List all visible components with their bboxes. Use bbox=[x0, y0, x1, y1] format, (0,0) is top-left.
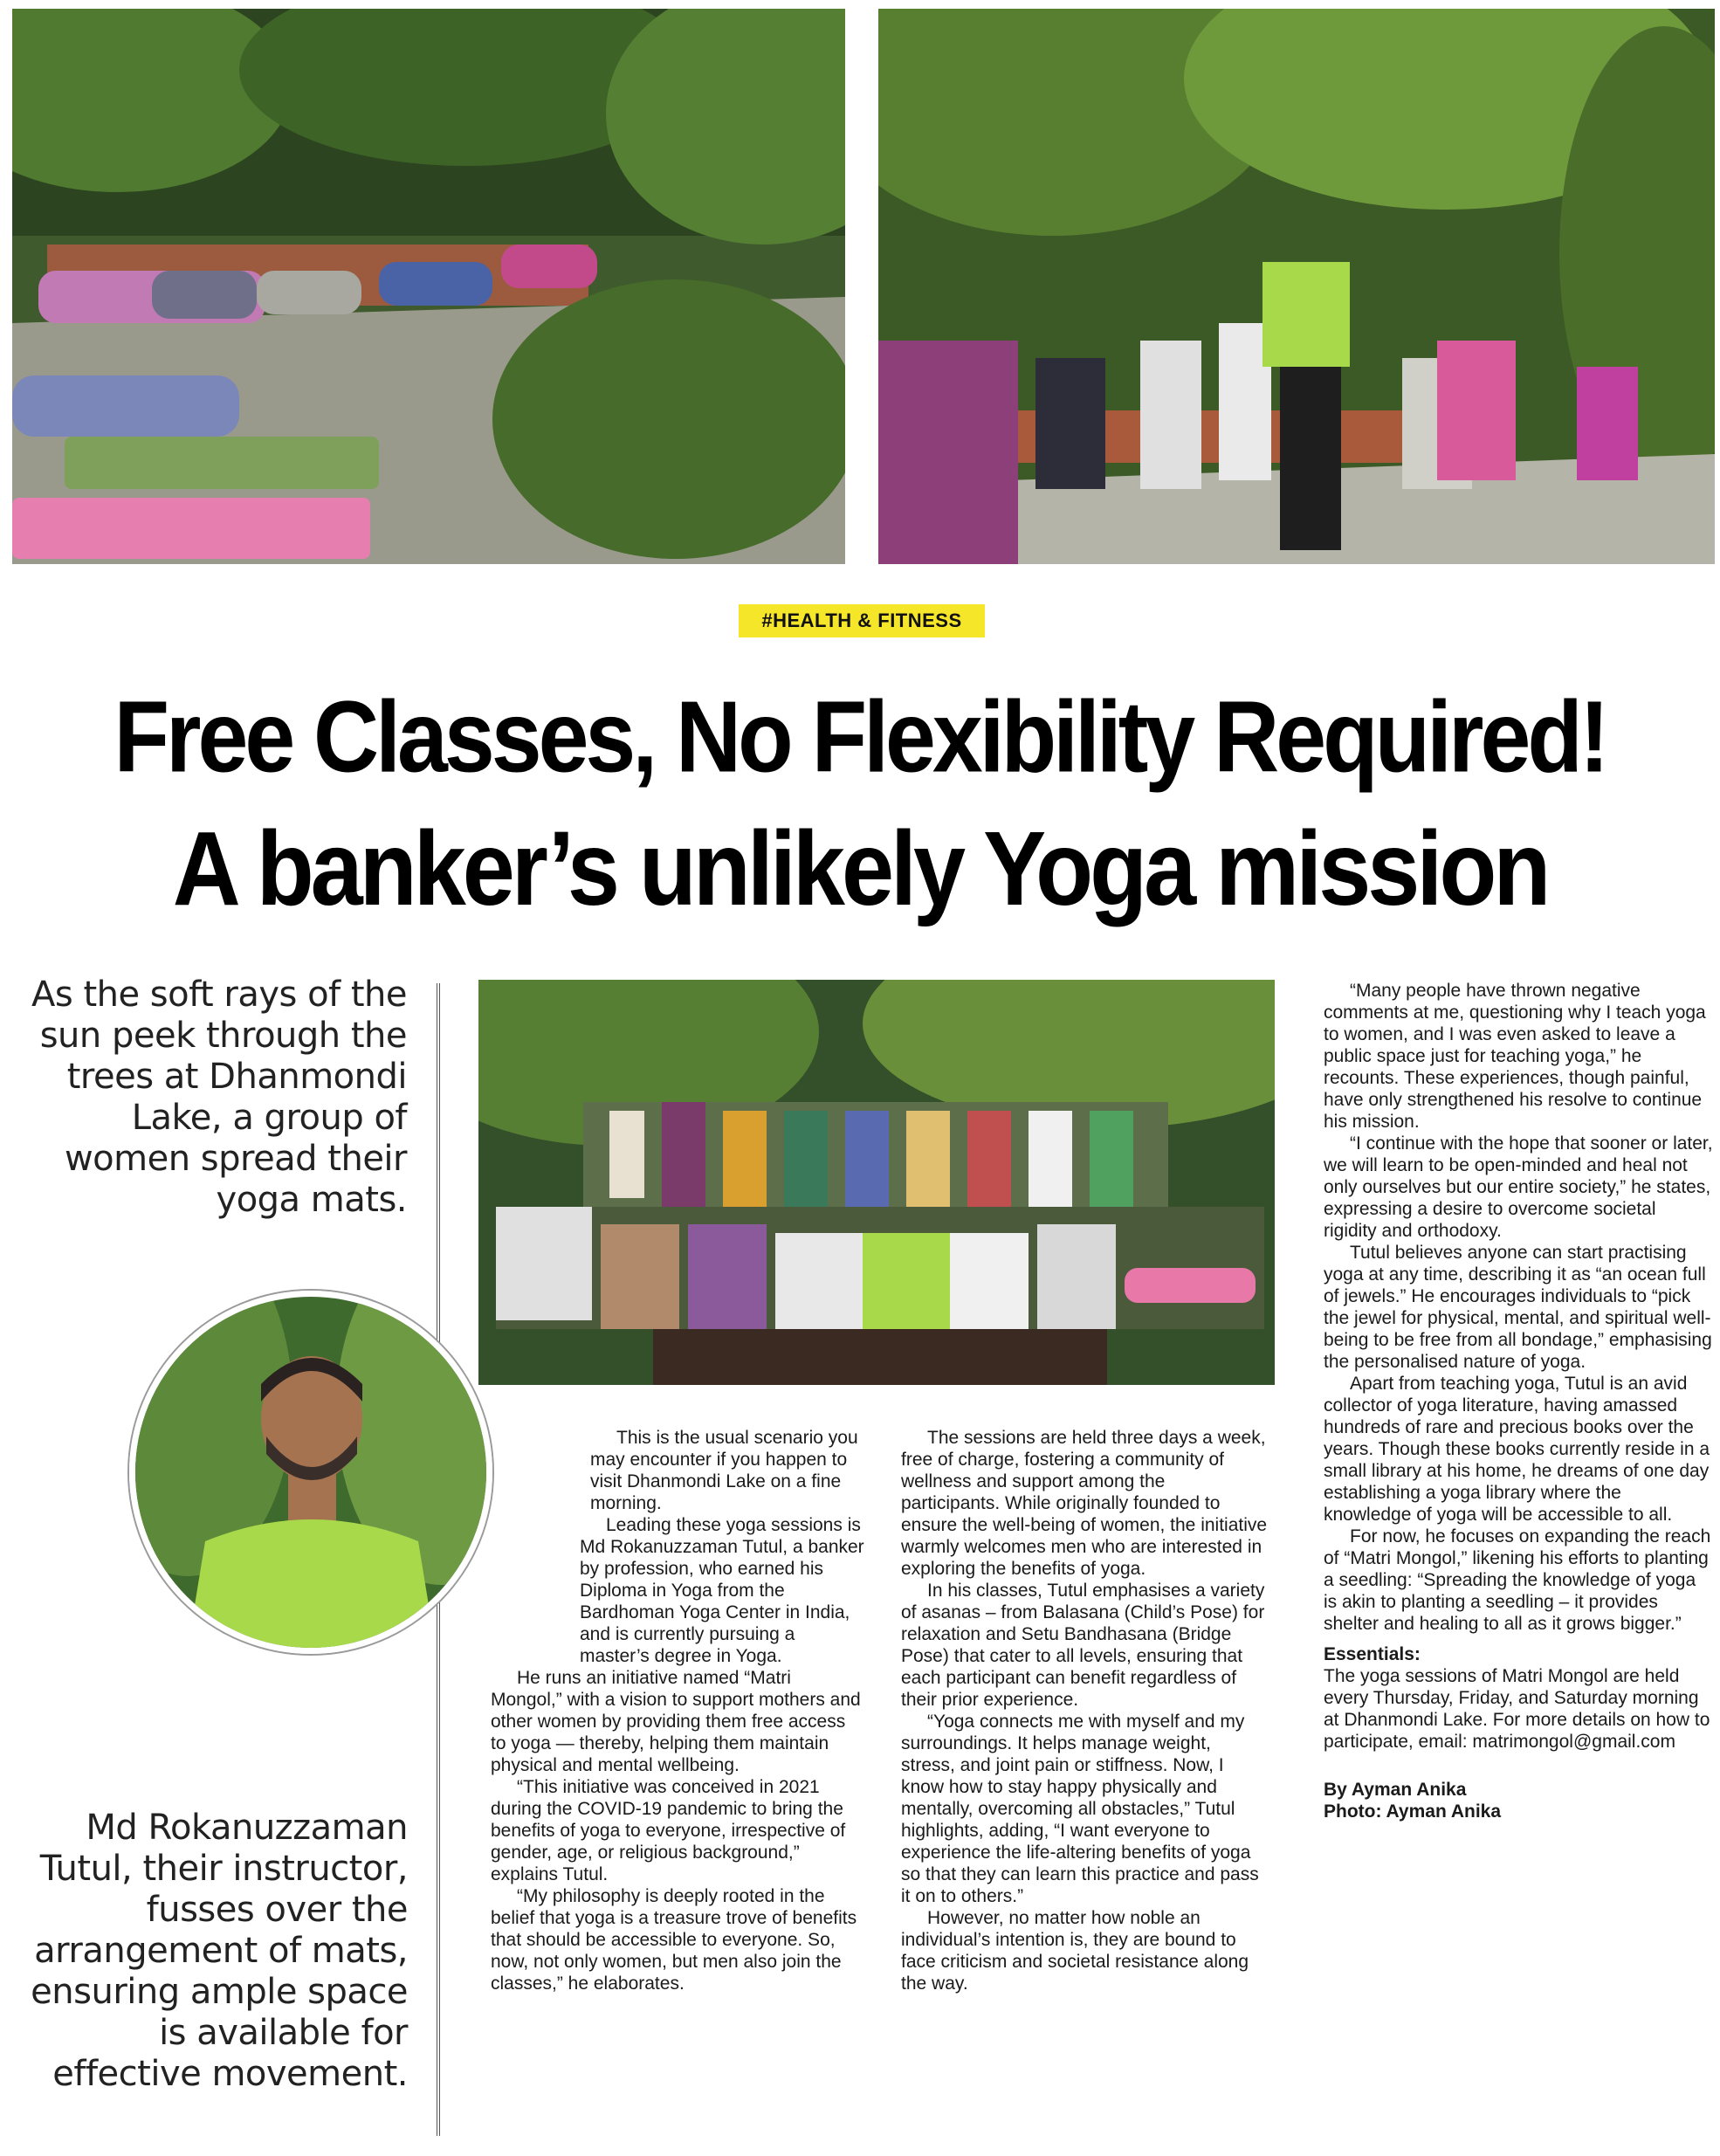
col1-paragraph-3: He runs an initiative named “Matri Mongol,” with a vision to support mothers and other women by providing them free access to yoga — thereby, helping them maintain physical and mental wellbeing. bbox=[491, 1668, 861, 1775]
article-column-1 bbox=[491, 1427, 864, 1994]
photo-group-participants bbox=[478, 980, 1275, 1385]
headline-line-2: A banker’s unlikely Yoga mission bbox=[172, 809, 1548, 927]
photo-instructor-portrait bbox=[129, 1291, 492, 1654]
essentials-heading: Essentials: bbox=[1324, 1644, 1421, 1664]
photo-yoga-childs-pose bbox=[12, 9, 845, 564]
col1-paragraph-2: Leading these yoga sessions is Md Rokanuzzaman Tutul, a banker by profession, who earned his Diploma in Yoga from the Bardhoman Yoga Center in India, and is currently pursuing a master’s degree in Yoga. bbox=[580, 1515, 864, 1666]
col2-paragraph-2: In his classes, Tutul emphasises a variety of asanas – from Balasana (Child’s Pose) for relaxation and Setu Bandhasana (Bridge Pose) that cater to all levels, ensuring that each participant can benefit regardless of their prior experience. bbox=[901, 1581, 1265, 1710]
col3-paragraph-3: Tutul believes anyone can start practising yoga at any time, describing it as “an ocean full of jewels.” He encourages individuals to “pick the jewel for physical, mental, and spiritual well-being to be free from all bondage,” emphasising the personalised nature of yoga. bbox=[1324, 1243, 1712, 1372]
essentials-text: The yoga sessions of Matri Mongol are held every Thursday, Friday, and Saturday morning at Dhanmondi Lake. For more details on how to participate, email: matrimongol@gmail.com bbox=[1324, 1666, 1710, 1752]
photo-credit: Photo: Ayman Anika bbox=[1324, 1801, 1502, 1822]
col1-paragraph-1: This is the usual scenario you may encounter if you happen to visit Dhanmondi Lake on a fine morning. bbox=[590, 1428, 858, 1513]
col3-paragraph-2: “I continue with the hope that sooner or later, we will learn to be open-minded and heal not only ourselves but our entire society,” he states, expressing a desire to overcome societal rigidity and orthodoxy. bbox=[1324, 1133, 1713, 1241]
section-tag[interactable]: #HEALTH & FITNESS bbox=[739, 604, 985, 637]
headline-line-1: Free Classes, No Flexibility Required! bbox=[114, 680, 1606, 795]
col3-paragraph-5: For now, he focuses on expanding the reach of “Matri Mongol,” likening his efforts to planting a seedling: “Spreading the knowledge of yoga is akin to planting a seedling – it provides shelter and healing to all as it grows bigger.” bbox=[1324, 1526, 1711, 1634]
pull-quote-intro: As the soft rays of the sun peek through the trees at Dhanmondi Lake, a group of women spread their yoga mats. bbox=[31, 975, 407, 1220]
col3-paragraph-4: Apart from teaching yoga, Tutul is an avid collector of yoga literature, having amassed hundreds of rare and precious books over the years. Though these books currently reside in a small library at his home, he dreams of one day establishing a yoga library where the knowledge of yoga will be accessible to all. bbox=[1324, 1374, 1710, 1525]
col2-paragraph-1: The sessions are held three days a week, free of charge, fostering a community of wellness and support among the participants. While originally founded to ensure the well-being of women, the initiative warmly welcomes men who are interested in exploring the benefits of yoga. bbox=[901, 1428, 1268, 1579]
article-column-2 bbox=[901, 1427, 1268, 1994]
photo-yoga-arms-raised bbox=[878, 9, 1715, 564]
col2-paragraph-3: “Yoga connects me with myself and my surroundings. It helps manage weight, stress, and joint pain or stiffness. Now, I know how to stay happy physically and mentally, overcoming all obstacles,” Tutul highlights, adding, “I want everyone to experience the life-altering benefits of yoga so that they can learn this practice and pass it on to others.” bbox=[901, 1712, 1259, 1906]
col2-paragraph-4: However, no matter how noble an individual’s intention is, they are bound to face criticism and societal resistance along the way. bbox=[901, 1908, 1249, 1994]
col1-paragraph-4: “This initiative was conceived in 2021 during the COVID-19 pandemic to bring the benefits of yoga to everyone, irrespective of gender, age, or religious background,” explains Tutul. bbox=[491, 1777, 846, 1884]
col3-paragraph-1: “Many people have thrown negative comments at me, questioning why I teach yoga to women, and I was even asked to leave a public space just for teaching yoga,” he recounts. These experiences, though painful, have only strengthened his resolve to continue his mission. bbox=[1324, 981, 1706, 1132]
article-column-3 bbox=[1324, 980, 1713, 1822]
byline: By Ayman Anika bbox=[1324, 1780, 1467, 1800]
col1-paragraph-5: “My philosophy is deeply rooted in the belief that yoga is a treasure trove of benefits that should be accessible to everyone. So, now, not only women, but men also join the classes,” he elaborates. bbox=[491, 1886, 857, 1994]
pull-quote-instructor: Md Rokanuzzaman Tutul, their instructor, fusses over the arrangement of mats, ensuring ample space is available for effective movement. bbox=[31, 1808, 408, 2094]
